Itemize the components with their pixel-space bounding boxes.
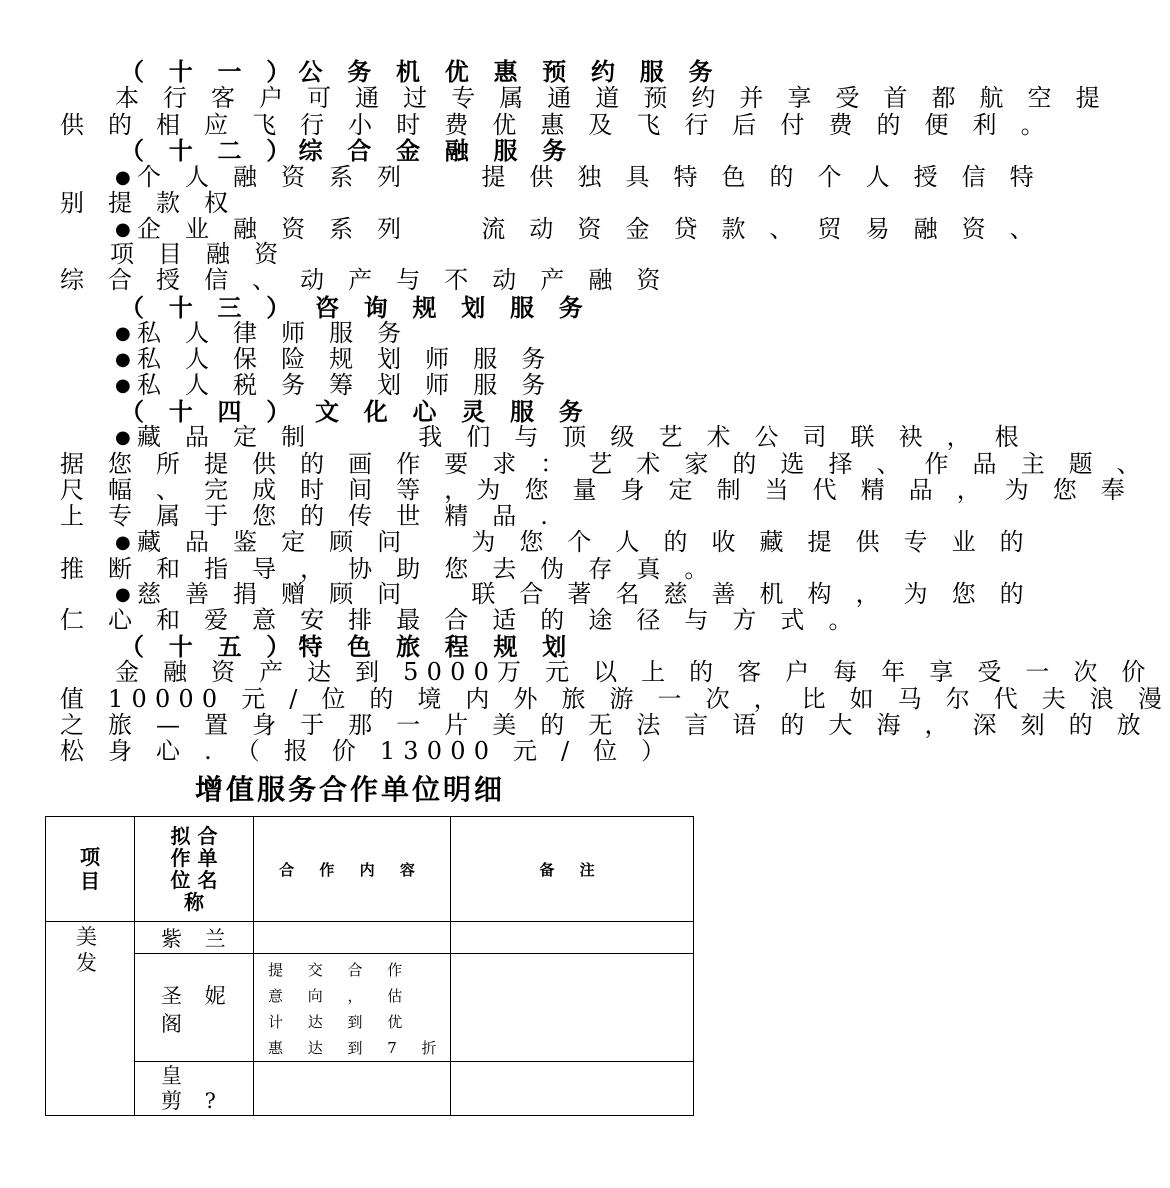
list-item (115, 528, 1032, 556)
table-row (46, 922, 694, 954)
paragraph-line: 据 您 所 提 供 的 画 作 要 求 ： 艺 术 家 的 选 择 、 作 品 主 题 、 (60, 450, 1149, 478)
unit-name-cell (135, 1062, 254, 1116)
unit-name-cell: 紫 兰 (135, 922, 254, 954)
list-item (115, 580, 1032, 608)
table-title: 增值服务合作单位明细 (195, 773, 506, 806)
item-name: 藏 品 定 制 (137, 423, 314, 451)
list-item (115, 163, 1042, 191)
unit-name-line: 皇 (161, 1064, 190, 1088)
bullet-icon: ● (115, 323, 131, 344)
bullet-icon: ● (115, 349, 131, 370)
header-content: 合 作 内 容 (254, 817, 451, 922)
list-item (115, 372, 860, 399)
list-item (115, 320, 860, 347)
list-item (115, 346, 860, 373)
section-heading-14: （ 十 四 ） 文 化 心 灵 服 务 (120, 397, 591, 426)
unit-name-line: 剪 ? (161, 1089, 224, 1113)
paragraph-line: 上 专 属 于 您 的 传 世 精 品 . (60, 502, 557, 530)
unit-name-line: 阁 (161, 1012, 190, 1036)
item-name: 个 人 融 资 系 列 (137, 163, 410, 191)
unit-name-line: 圣 妮 (161, 984, 234, 1008)
content-cell (254, 1062, 451, 1116)
list-item (115, 215, 1042, 243)
paragraph-line: 松 身 心 . （ 报 价 13000 元 / 位 ） (60, 737, 674, 765)
bullet-icon: ● (115, 427, 131, 448)
section-heading-11: （ 十 一 ）公 务 机 优 惠 预 约 服 务 (120, 57, 721, 86)
item-description: 联 合 著 名 慈 善 机 构 ， 为 您 的 (471, 580, 1032, 608)
item-name: 企 业 融 资 系 列 (137, 215, 410, 243)
category-cell (46, 922, 135, 1116)
bullet-icon: ● (115, 375, 131, 396)
item-name: 私 人 保 险 规 划 师 服 务 (137, 345, 554, 373)
paragraph-line: 仁 心 和 爱 意 安 排 最 合 适 的 途 径 与 方 式 。 (60, 606, 861, 634)
item-name: 私 人 税 务 筹 划 师 服 务 (137, 371, 554, 399)
item-name: 慈 善 捐 赠 顾 问 (137, 580, 410, 608)
content-line: 提 交 合 作 (268, 961, 413, 979)
header-unit-line: 称 (184, 890, 204, 914)
header-unit-line: 作 单 (170, 846, 218, 870)
content-line: 惠 达 到 7 折 (268, 1039, 447, 1057)
paragraph-line: 推 断 和 指 导 ， 协 助 您 去 伪 存 真 。 (60, 555, 717, 583)
header-project-label: 项目 (80, 845, 100, 893)
item-description: 我 们 与 顶 级 艺 术 公 司 联 袂 ， 根 (418, 423, 1027, 451)
remark-cell (451, 1062, 694, 1116)
table-row (46, 954, 694, 1062)
section-heading-13: （ 十 三 ） 咨 询 规 划 服 务 (120, 293, 591, 322)
item-description: 流 动 资 金 贷 款 、 贸 易 融 资 、 (481, 215, 1042, 243)
list-item (115, 423, 1027, 451)
item-name: 藏 品 鉴 定 顾 问 (137, 528, 410, 556)
content-cell (254, 922, 451, 954)
header-unit-name (135, 817, 254, 922)
bullet-icon: ● (115, 532, 131, 553)
paragraph-line: 供 的 相 应 飞 行 小 时 费 优 惠 及 飞 行 后 付 费 的 便 利 。 (60, 111, 1053, 139)
header-remark: 备 注 (451, 817, 694, 922)
remark-cell (451, 954, 694, 1062)
table-header-row (46, 817, 694, 922)
paragraph-line: 值 10000 元 / 位 的 境 内 外 旅 游 一 次 ， 比 如 马 尔 代 夫 浪 漫 (60, 685, 1170, 713)
section-heading-12: （ 十 二 ）综 合 金 融 服 务 (120, 136, 575, 165)
paragraph-line: 本 行 客 户 可 通 过 专 属 通 道 预 约 并 享 受 首 都 航 空 提 (115, 84, 1108, 112)
bullet-icon: ● (115, 219, 131, 240)
paragraph-line: 综 合 授 信 、 动 产 与 不 动 产 融 资 (60, 266, 669, 294)
table-row (46, 1062, 694, 1116)
bullet-icon: ● (115, 584, 131, 605)
header-unit-line: 拟 合 (170, 824, 218, 848)
content-cell (254, 954, 451, 1062)
header-unit-line: 位 名 (170, 868, 218, 892)
section-heading-15: （ 十 五 ）特 色 旅 程 规 划 (120, 632, 575, 661)
paragraph-line: 金 融 资 产 达 到 5000万 元 以 上 的 客 户 每 年 享 受 一 次 价 (115, 658, 1154, 686)
content-line: 意 向 ， 估 (268, 987, 413, 1005)
paragraph-line: 项 目 融 资 (110, 240, 287, 268)
header-project (46, 817, 135, 922)
partner-table (45, 816, 694, 1116)
paragraph-line: 别 提 款 权 (60, 189, 237, 217)
item-name: 私 人 律 师 服 务 (137, 319, 410, 347)
remark-cell (451, 922, 694, 954)
bullet-icon: ● (115, 167, 131, 188)
paragraph-line: 尺 幅 、 完 成 时 间 等 ，为 您 量 身 定 制 当 代 精 品 ， 为 您 奉 (60, 476, 1134, 504)
category-label: 美发 (76, 925, 101, 975)
item-description: 为 您 个 人 的 收 藏 提 供 专 业 的 (471, 528, 1032, 556)
content-line: 计 达 到 优 (268, 1013, 413, 1031)
unit-name-cell (135, 954, 254, 1062)
paragraph-line: 之 旅 — 置 身 于 那 一 片 美 的 无 法 言 语 的 大 海 ， 深 刻 的 放 (60, 711, 1149, 739)
item-description: 提 供 独 具 特 色 的 个 人 授 信 特 (481, 163, 1042, 191)
